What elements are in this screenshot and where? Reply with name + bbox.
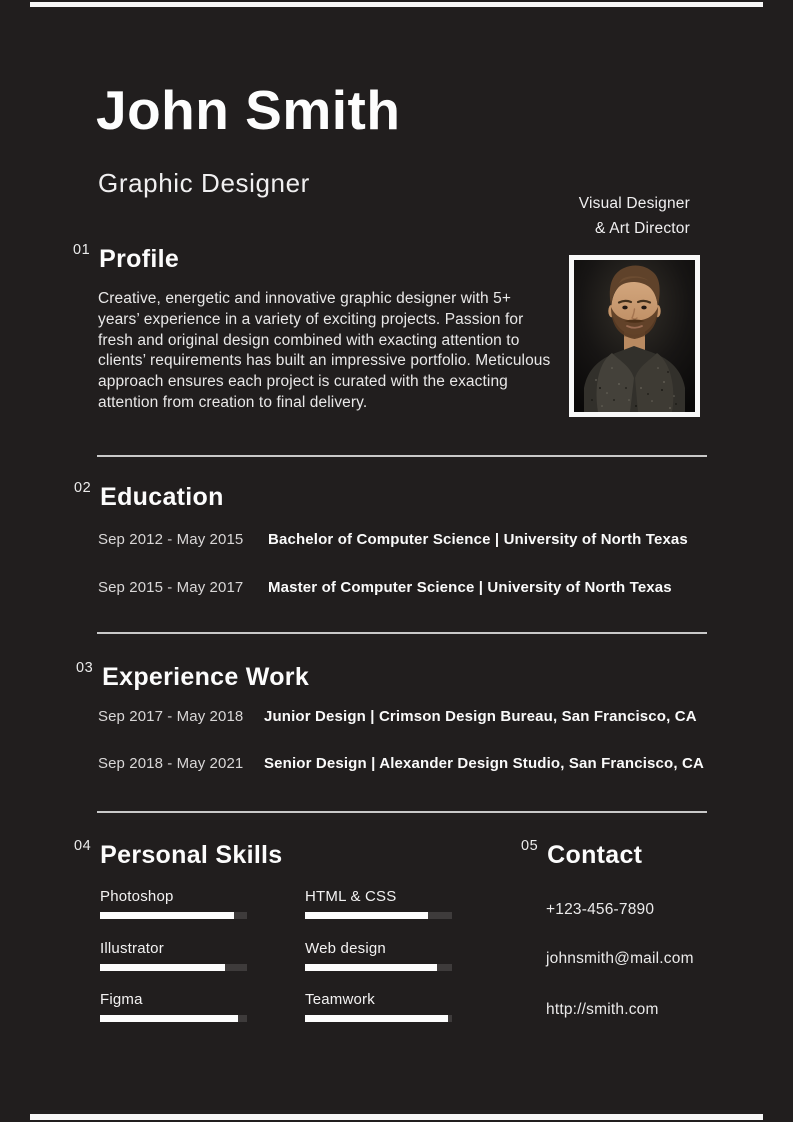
skill-item-figma (100, 991, 247, 1022)
contact-phone: +123-456-7890 (546, 901, 655, 918)
experience-dates: Sep 2017 - May 2018 (98, 708, 244, 725)
skill-bar-fill (100, 964, 225, 971)
skill-bar-fill (100, 912, 234, 919)
section-number-education: 02 (74, 480, 92, 496)
portrait-photo (569, 255, 700, 417)
education-degree: Master of Computer Science | University of North Texas (268, 579, 672, 596)
skill-label: Web design (305, 940, 386, 957)
skill-item-photoshop (100, 888, 247, 919)
skill-bar-fill (305, 1015, 448, 1022)
person-name: John Smith (96, 79, 401, 141)
divider (97, 632, 707, 634)
section-number-contact: 05 (521, 838, 539, 854)
contact-email: johnsmith@mail.com (546, 950, 694, 967)
skill-bar-fill (305, 912, 428, 919)
experience-row (98, 755, 704, 773)
experience-dates: Sep 2018 - May 2021 (98, 755, 244, 772)
skill-item-html-css (305, 888, 452, 919)
section-title-education: Education (100, 483, 224, 511)
skill-item-web-design (305, 940, 452, 971)
education-dates: Sep 2012 - May 2015 (98, 531, 244, 548)
section-title-skills: Personal Skills (100, 841, 283, 869)
skill-item-teamwork (305, 991, 452, 1022)
skill-bar-track (100, 912, 247, 919)
experience-row (98, 708, 697, 726)
skill-label: Illustrator (100, 940, 164, 957)
tagline-line-1: Visual Designer (578, 195, 690, 212)
experience-role: Junior Design | Crimson Design Bureau, San Francisco, CA (264, 708, 697, 725)
skill-bar-track (100, 1015, 247, 1022)
portrait-illustration (574, 260, 695, 412)
skill-bar-track (305, 912, 452, 919)
job-title: Graphic Designer (98, 168, 310, 198)
profile-text: Creative, energetic and innovative graphic designer with 5+ years’ experience in a variety of exciting projects. Passion for fresh and original design combined with exacting attention to clients’ requirements has built an impressive portfolio. Meticulous approach ensures each project is curated with the exacting attention from creation to final delivery. (98, 290, 551, 411)
skill-item-illustrator (100, 940, 247, 971)
education-row (98, 579, 672, 597)
section-title-profile: Profile (99, 245, 180, 273)
contact-website: http://smith.com (546, 1001, 659, 1018)
education-degree: Bachelor of Computer Science | University of North Texas (268, 531, 688, 548)
skill-bar-track (100, 964, 247, 971)
skill-label: HTML & CSS (305, 888, 397, 905)
tagline (579, 192, 690, 241)
skill-label: Teamwork (305, 991, 375, 1008)
section-title-experience: Experience Work (102, 663, 310, 691)
page-edge-bottom (30, 1114, 763, 1120)
skill-bar-track (305, 1015, 452, 1022)
experience-role: Senior Design | Alexander Design Studio, San Francisco, CA (264, 755, 704, 772)
skill-label: Figma (100, 991, 143, 1008)
divider (97, 811, 707, 813)
skill-bar-fill (100, 1015, 238, 1022)
education-row (98, 531, 688, 549)
section-heading-experience (76, 661, 309, 690)
section-number-experience: 03 (76, 660, 94, 676)
page-edge-top (30, 2, 763, 7)
education-dates: Sep 2015 - May 2017 (98, 579, 244, 596)
section-heading-education (74, 481, 224, 510)
section-heading-skills (74, 839, 283, 868)
skill-bar-track (305, 964, 452, 971)
tagline-line-2: & Art Director (595, 219, 690, 237)
section-heading-profile (73, 243, 179, 272)
skill-label: Photoshop (100, 888, 174, 905)
section-title-contact: Contact (547, 841, 643, 869)
divider (97, 455, 707, 457)
section-number-profile: 01 (73, 242, 91, 258)
section-heading-contact (521, 839, 642, 868)
section-number-skills: 04 (74, 838, 92, 854)
skill-bar-fill (305, 964, 437, 971)
